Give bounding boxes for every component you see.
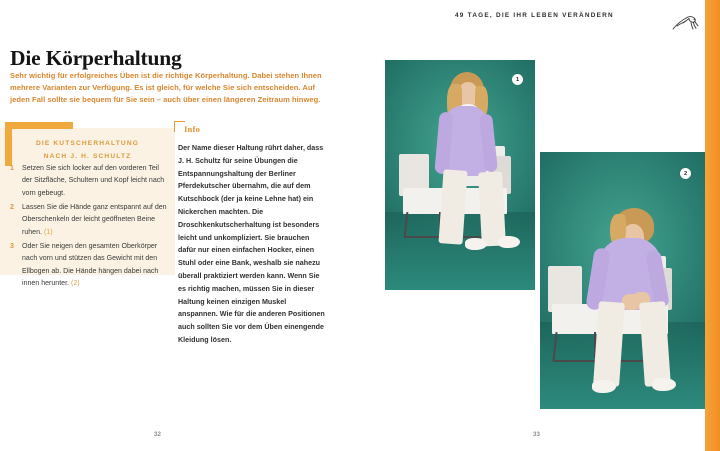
list-item [10, 163, 170, 200]
intro-paragraph: Sehr wichtig für erfolgreiches Üben ist die richtige Körperhaltung. Dabei stehen Ihnen mehrere Varianten zur Verfügung. Es ist gleich, für welche Sie sich entscheiden. Auf jeden Fall sollte sie bequem für Sie sein – auch über einen längeren Zeitraum hinweg. [10, 70, 322, 104]
running-head: 49 TAGE, DIE IHR LEBEN VERÄNDERN [455, 12, 614, 19]
step-ref: (1) [43, 228, 53, 236]
photo-posture-2 [540, 152, 705, 409]
info-body: Der Name dieser Haltung rührt daher, dass J. H. Schultz für seine Übungen die Entspannungshaltung der Berliner Pferdekutscher übernahm, die auf dem Kutschbock (der ja keine Lehne hat) ein Nickerchen machten. Die Droschkenkutscherhaltung ist besonders leicht und unkompliziert. Sie brauchen dafür nur einen einfachen Hocker, einen Stuhl oder eine Bank, weshalb sie nahezu überall praktiziert werden kann. Wenn Sie es richtig machen, müssen Sie in dieser Haltung keinen einzigen Muskel anspannen. Wie für die anderen Positionen auch sollten Sie vor dem Üben einengende Kleidung lösen. [178, 144, 325, 344]
callout-title [0, 138, 175, 164]
page-number-right: 33 [533, 431, 540, 438]
callout-title-line-1: DIE KUTSCHERHALTUNG [35, 140, 140, 147]
step-number: 3 [10, 242, 14, 250]
hand-bird-ornament-icon [669, 8, 699, 36]
list-item [10, 241, 170, 291]
info-label: Info [184, 124, 201, 134]
step-text: Oder Sie neigen den gesamten Oberkörper nach vorn und stützen das Gewicht mit den Ellbogen ab. Die Hände hängen dabei nach innen herunter. [22, 242, 159, 288]
page-number-left: 32 [154, 431, 161, 438]
list-item [10, 202, 170, 239]
edge-tab-bar [705, 0, 720, 451]
step-ref: (2) [71, 280, 80, 288]
photo-badge: 2 [680, 168, 691, 179]
step-number: 2 [10, 203, 14, 211]
step-text: Setzen Sie sich locker auf den vorderen Teil der Sitzfläche, Schultern und Kopf leicht nach vorn gebeugt. [22, 165, 165, 197]
photo-badge: 1 [512, 74, 523, 85]
step-text: Lassen Sie die Hände ganz entspannt auf den Oberschenkeln der leicht geöffneten Beine ruhen. [22, 203, 167, 236]
callout-step-list [10, 163, 170, 292]
step-number: 1 [10, 165, 14, 172]
photo-posture-1 [385, 60, 535, 290]
page-title: Die Körperhaltung [10, 46, 182, 71]
callout-title-line-2: NACH J. H. SCHULTZ [43, 152, 132, 160]
